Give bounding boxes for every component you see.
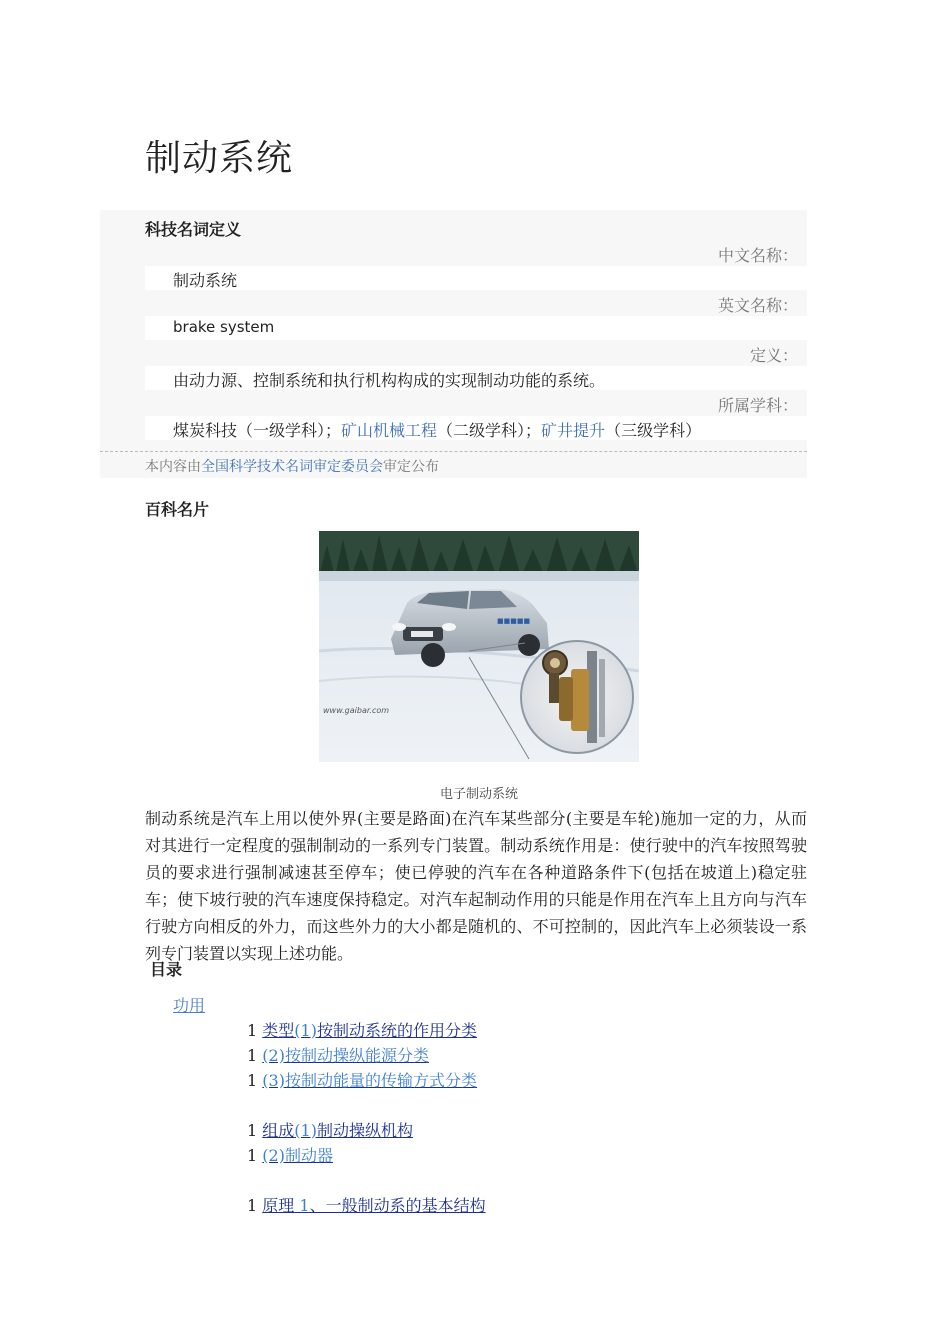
toc-link-type-by-transmission[interactable]: (3)按制动能量的传输方式分类	[262, 1071, 477, 1090]
toc-item-number: 1	[247, 1146, 258, 1165]
toc-item-number: 1	[247, 1021, 258, 1040]
toc-item-number: 1	[247, 1121, 258, 1140]
definition-label: 定义：	[749, 346, 798, 365]
subject-level3: （三级学科）	[605, 421, 702, 440]
english-name-label: 英文名称：	[717, 296, 798, 315]
toc-link-principle[interactable]: 原理 1、一般制动系的基本结构	[262, 1196, 486, 1215]
card-heading: 百科名片	[145, 500, 210, 519]
english-name-value: brake system	[173, 318, 275, 336]
source-suffix: 审定公布	[383, 459, 439, 475]
toc-link-components-control[interactable]: 组成(1)制动操纵机构	[262, 1121, 413, 1140]
term-definition-heading: 科技名词定义	[145, 220, 242, 239]
subject-label: 所属学科：	[717, 396, 798, 415]
toc-item	[247, 1118, 413, 1141]
subject-link-mining-machinery[interactable]: 矿山机械工程	[341, 421, 438, 440]
toc-item	[247, 1193, 486, 1216]
toc-link-type-by-function[interactable]: 类型(1)按制动系统的作用分类	[262, 1021, 477, 1040]
subject-level2: （二级学科）；	[437, 421, 542, 440]
chinese-name-value: 制动系统	[173, 271, 238, 290]
toc-item-number: 1	[247, 1071, 258, 1090]
dashed-divider	[100, 451, 807, 452]
toc-top-item	[173, 993, 205, 1016]
toc-item	[247, 1018, 477, 1041]
source-note	[145, 456, 439, 476]
page-title: 制动系统	[145, 138, 294, 179]
chinese-name-label: 中文名称：	[717, 246, 798, 265]
toc-link-brake[interactable]: (2)制动器	[262, 1146, 333, 1165]
intro-paragraph: 制动系统是汽车上用以使外界(主要是路面)在汽车某些部分(主要是车轮)施加一定的力，从而对其进行一定程度的强制制动的一系列专门装置。制动系统作用是：使行驶中的汽车按照驾驶员的要求进行强制减速甚至停车；使已停驶的汽车在各种道路条件下(包括在坡道上)稳定驻车；使下坡行驶的汽车速度保持稳定。对汽车起制动作用的只能是作用在汽车上且方向与汽车行驶方向相反的外力，而这些外力的大小都是随机的、不可控制的，因此汽车上必须装设一系列专门装置以实现上述功能。	[145, 809, 807, 963]
toc-item	[247, 1143, 333, 1166]
toc-link-type-by-energy-source[interactable]: (2)按制动操纵能源分类	[262, 1046, 429, 1065]
subject-link-mine-hoisting[interactable]: 矿井提升	[541, 421, 606, 440]
brake-system-photo	[319, 531, 639, 762]
subject-value	[173, 418, 701, 441]
image-caption: 电子制动系统	[439, 787, 518, 802]
toc-item	[247, 1068, 477, 1091]
toc-link-function[interactable]: 功用	[173, 996, 206, 1015]
field-row-bg	[145, 266, 807, 290]
toc-item	[247, 1043, 429, 1066]
image-watermark: www.gaibar.com	[323, 706, 390, 715]
source-prefix: 本内容由	[145, 459, 201, 475]
toc-item-number: 1	[247, 1046, 258, 1065]
subject-level1: 煤炭科技（一级学科）；	[173, 421, 342, 440]
toc-item-number: 1	[247, 1196, 258, 1215]
source-committee-link[interactable]: 全国科学技术名词审定委员会	[201, 459, 383, 475]
definition-value: 由动力源、控制系统和执行机构构成的实现制动功能的系统。	[173, 371, 606, 390]
toc-heading: 目录	[150, 960, 183, 979]
svg-text:■■■■■: ■■■■■	[497, 617, 531, 625]
